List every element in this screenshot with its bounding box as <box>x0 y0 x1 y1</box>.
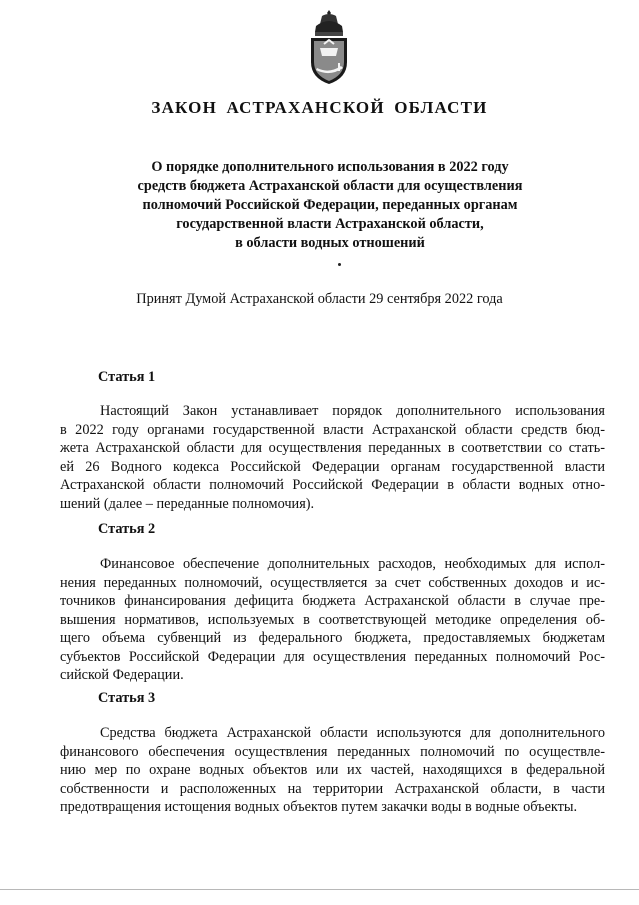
article-1-heading: Статья 1 <box>98 369 156 385</box>
article-1-body <box>60 402 605 513</box>
subtitle-line: государственной власти Астраханской области, <box>176 216 484 232</box>
article-line: шений (далее – переданные полномочия). <box>60 495 315 512</box>
article-line: нения переданных полномочий, осуществляется за счет собственных доходов и ис- <box>60 574 605 591</box>
article-line: предотвращения истощения водных объектов путем закачки воды в водные объекты. <box>60 799 578 815</box>
separator-dot <box>338 263 341 266</box>
article-line: субъектов Российской Федерации для осуществления переданных полномочий Рос- <box>60 648 605 665</box>
article-line: щего объема субвенций из федерального бюджета, предоставляемых бюджетам <box>60 630 605 646</box>
subtitle-line: в области водных отношений <box>235 235 425 251</box>
subtitle-line: полномочий Российской Федерации, переданных органам <box>142 197 518 213</box>
subtitle-line: О порядке дополнительного использования в 2022 году <box>151 159 509 175</box>
article-line: нию мер по охране водных объектов или их частей, находящихся в федеральной <box>60 762 605 778</box>
article-line: сийской Федерации. <box>60 667 184 683</box>
article-line: жета Астраханской области для осуществления переданных в соответствии со стать- <box>60 440 605 456</box>
law-title: ЗАКОН АСТРАХАНСКОЙ ОБЛАСТИ <box>151 98 488 117</box>
coat-of-arms-icon <box>298 8 360 88</box>
article-line: Финансовое обеспечение дополнительных расходов, необходимых для испол- <box>100 556 605 572</box>
article-3-heading: Статья 3 <box>98 690 156 706</box>
article-line: точников финансирования дефицита бюджета Астраханской области в случае пре- <box>60 593 605 609</box>
article-line: собственности и расположенных на территории Астраханской области, в части <box>60 780 605 797</box>
article-line: финансового обеспечения осуществления переданных полномочий по осуществле- <box>60 743 605 760</box>
subtitle-line: средств бюджета Астраханской области для осуществления <box>137 178 523 194</box>
page-edge-line <box>0 889 639 890</box>
article-line: Настоящий Закон устанавливает порядок дополнительного использования <box>100 403 605 419</box>
law-subtitle <box>80 158 580 253</box>
article-3-body <box>60 724 605 817</box>
adoption-statement: Принят Думой Астраханской области 29 сентября 2022 года <box>136 291 503 307</box>
article-line: ей 26 Водного кодекса Российской Федерации органам государственной власти <box>60 458 605 475</box>
article-line: в 2022 году органами государственной власти Астраханской области средств бюд- <box>60 421 605 438</box>
article-2-heading: Статья 2 <box>98 521 156 537</box>
article-line: Средства бюджета Астраханской области используются для дополнительного <box>100 725 605 741</box>
article-line: вышения нормативов, используемых в соответствующей методике определения об- <box>60 611 605 628</box>
article-line: Астраханской области полномочий Российской Федерации в области водных отно- <box>60 477 605 493</box>
article-2-body <box>60 555 605 685</box>
